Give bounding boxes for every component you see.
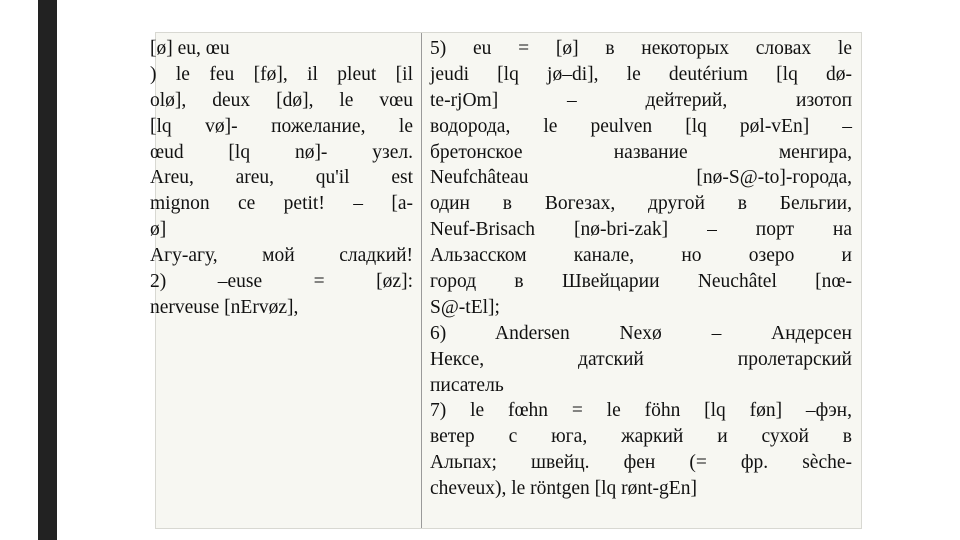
text-line: Альпах; швейц. фен (= фр. sèche- [430, 452, 852, 474]
text-line: nerveuse [nErvøz], [150, 296, 299, 318]
text-line: Neuf-Brisach [nø-bri-zak] – порт на [430, 219, 852, 241]
text-line: te-rjOm] – дейтерий, изотоп [430, 89, 852, 111]
text-line: Альзасском канале, но озеро и [430, 245, 852, 267]
scanned-text-image [150, 32, 862, 529]
text-line: jeudi [lq jø–di], le deutérium [lq dø- [430, 63, 852, 85]
text-line: S@-tEl]; [430, 296, 500, 318]
text-line: город в Швейцарии Neuchâtel [nœ- [430, 271, 852, 293]
text-line: один в Вогезах, другой в Бельгии, [430, 193, 852, 215]
right-text-column [430, 36, 852, 502]
text-line: ø] [150, 219, 167, 241]
text-line: [lq vø]- пожелание, le [150, 115, 413, 137]
text-line: œud [lq nø]- узел. [150, 141, 413, 163]
left-accent-bar [38, 0, 57, 540]
text-line: 6) Andersen Nexø – Андерсен [430, 322, 852, 344]
text-line: 2) –euse = [øz]: [150, 271, 413, 293]
text-line: писатель [430, 374, 504, 396]
text-line: [ø] eu, œu [150, 38, 230, 59]
text-line: водорода, le peulven [lq pøl-vEn] – [430, 115, 852, 137]
text-line: olø], deux [dø], le vœu [150, 89, 413, 111]
text-line: Areu, areu, qu'il est [150, 167, 413, 189]
text-line: cheveux), le röntgen [lq rønt-gEn] [430, 478, 697, 500]
text-line: ) le feu [fø], il pleut [il [150, 63, 413, 85]
text-line: mignon ce petit! – [a- [150, 193, 413, 215]
column-divider [421, 33, 422, 528]
left-text-column [150, 36, 413, 321]
text-line: Neufchâteau [nø-S@-to]-города, [430, 167, 852, 189]
text-line: 5) eu = [ø] в некоторых словах le [430, 38, 852, 59]
text-line: ветер с юга, жаркий и сухой в [430, 426, 852, 448]
text-line: Агу-агу, мой сладкий! [150, 245, 413, 267]
text-line: бретонское название менгира, [430, 141, 852, 163]
text-line: Нексе, датский пролетарский [430, 348, 852, 370]
text-line: 7) le fœhn = le föhn [lq føn] –фэн, [430, 400, 852, 422]
